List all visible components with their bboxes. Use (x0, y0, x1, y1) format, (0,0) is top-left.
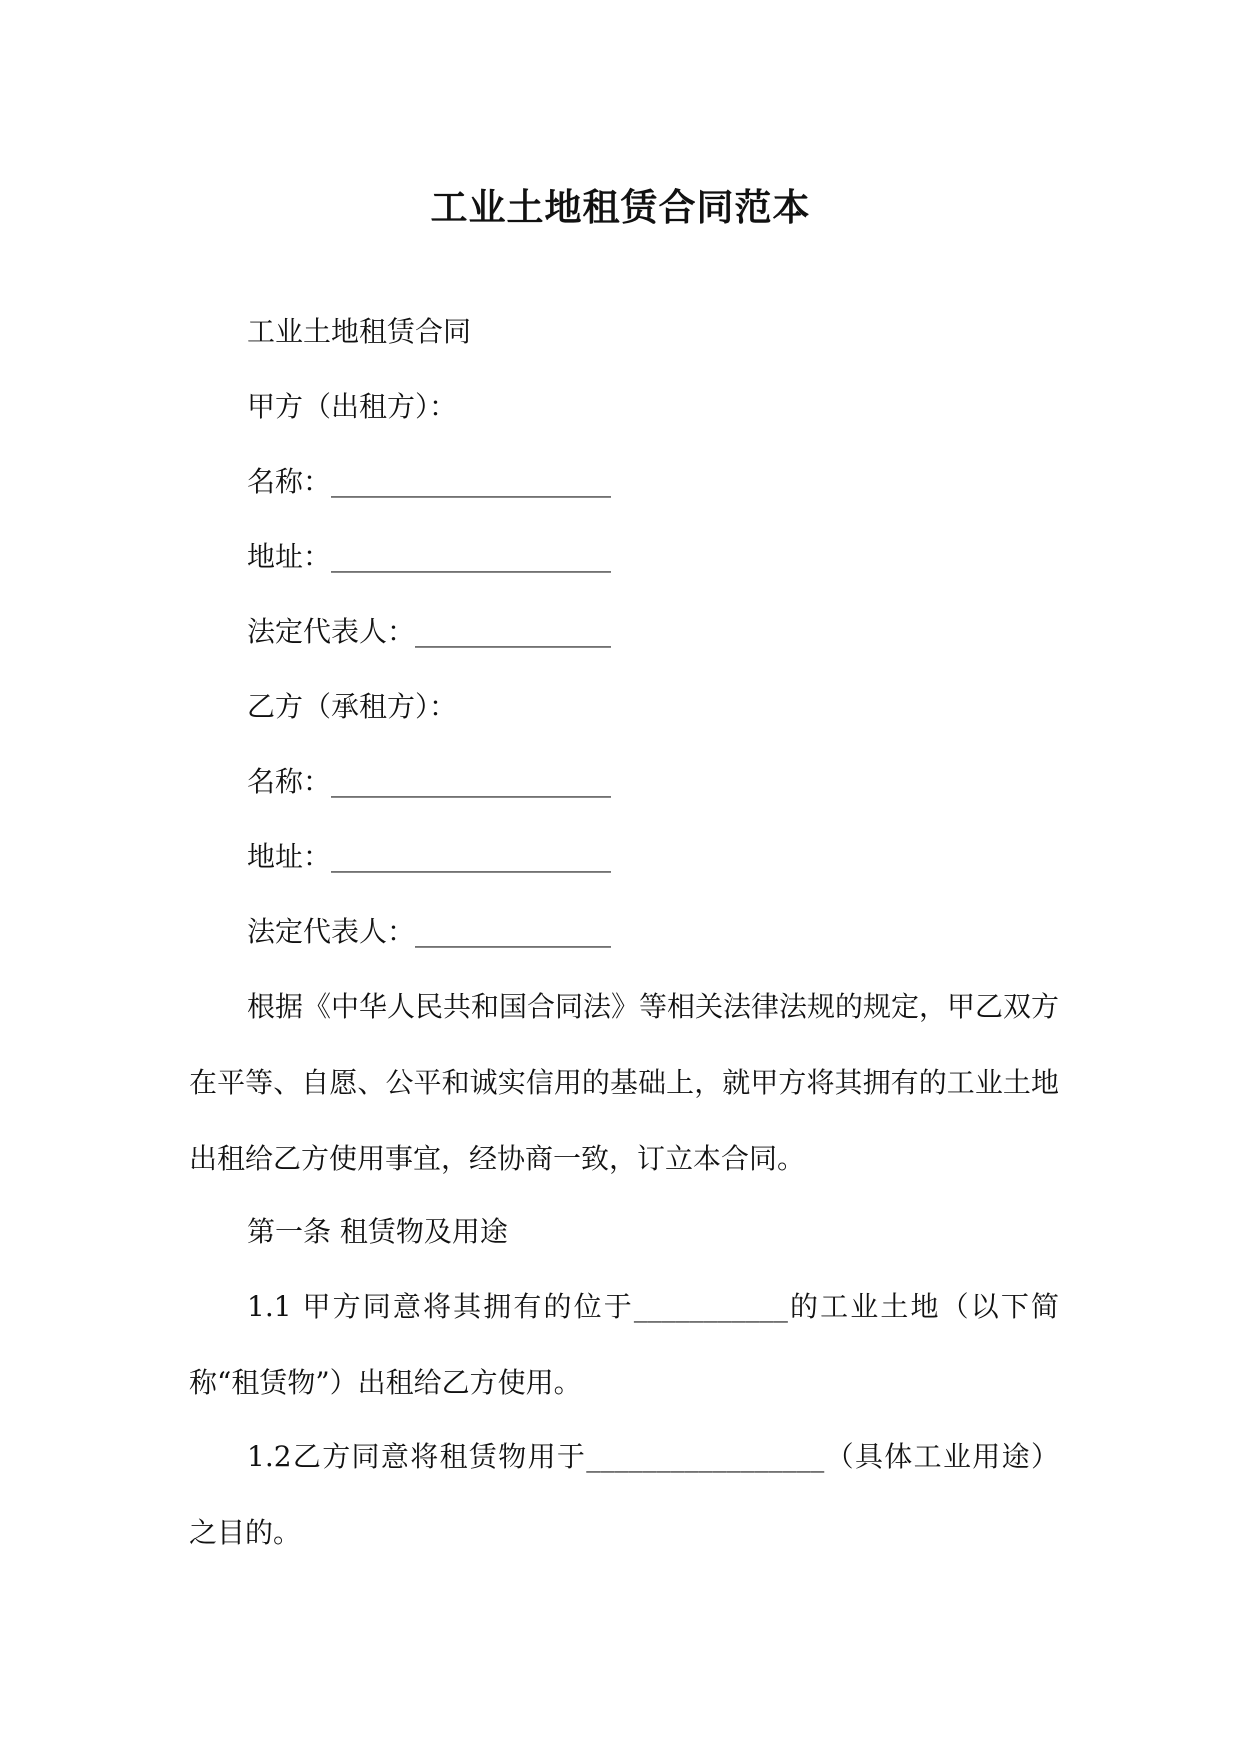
party-a-representative-field: 法定代表人：______________ (247, 615, 612, 648)
party-b-name-field: 名称：____________________ (247, 765, 612, 798)
party-a-heading: 甲方（出租方）： (247, 390, 458, 423)
clause-1-1: 1.1 甲方同意将其拥有的位于___________的工业土地（以下简称“租赁物”）出租给乙方使用。 (189, 1290, 1059, 1399)
contract-subtitle: 工业土地租赁合同 (247, 315, 472, 348)
party-b-representative-field: 法定代表人：______________ (247, 915, 612, 948)
document-title: 工业土地租赁合同范本 (430, 185, 811, 229)
party-a-name-field: 名称：____________________ (247, 465, 612, 498)
party-b-heading: 乙方（承租方）： (247, 690, 458, 723)
clause-1-2: 1.2乙方同意将租赁物用于_________________（具体工业用途）之目的。 (189, 1440, 1059, 1549)
preamble-paragraph: 根据《中华人民共和国合同法》等相关法律法规的规定，甲乙双方在平等、自愿、公平和诚实信用的基础上，就甲方将其拥有的工业土地出租给乙方使用事宜，经协商一致，订立本合同。 (189, 990, 1060, 1175)
article-1-heading: 第一条 租赁物及用途 (247, 1215, 508, 1248)
party-b-address-field: 地址：____________________ (247, 840, 612, 873)
party-a-address-field: 地址：____________________ (247, 540, 612, 573)
